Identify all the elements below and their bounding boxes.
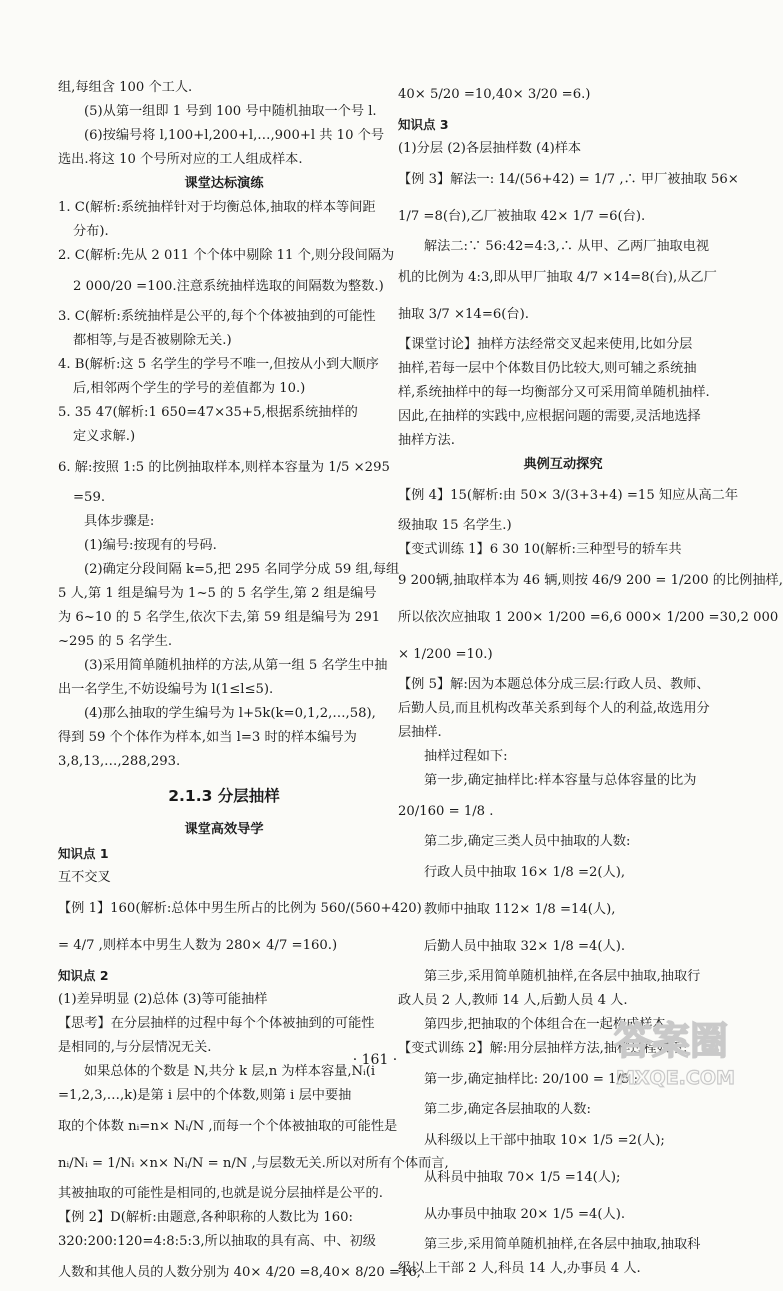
right-line: 解法二:∵ 56:42=4:3,∴ 从甲、乙两厂抽取电视	[424, 239, 710, 254]
watermark-logo-icon	[610, 1010, 738, 1092]
right-line: 级抽取 15 名学生.)	[398, 518, 512, 533]
right-line: 抽样过程如下:	[424, 749, 508, 764]
right-line: 所以依次应抽取 1 200× 1/200 =6,6 000× 1/200 =30,2 000	[398, 610, 779, 625]
left-line: 得到 59 个个体作为样本,如当 l=3 时的样本编号为	[58, 730, 357, 745]
left-line: 3,8,13,…,288,293.	[58, 754, 181, 769]
left-line: (3)采用简单随机抽样的方法,从第一组 5 名学生中抽	[84, 658, 388, 673]
right-line: 【变式训练 1】6 30 10(解析:三种型号的轿车共	[398, 542, 682, 557]
right-line: 从办事员中抽取 20× 1/5 =4(人).	[424, 1207, 626, 1222]
left-line: 5. 35 47(解析:1 650=47×35+5,根据系统抽样的	[58, 405, 358, 420]
left-line: 都相等,与是否被剔除无关.)	[73, 333, 232, 348]
right-column	[398, 76, 783, 1281]
left-line: 课堂达标演练	[184, 176, 264, 191]
right-line: 20/160 = 1/8 .	[398, 804, 494, 819]
right-line: 第二步,确定三类人员中抽取的人数:	[424, 834, 631, 849]
left-line: 6. 解:按照 1:5 的比例抽取样本,则样本容量为 1/5 ×295	[58, 460, 390, 475]
left-line: 2 000/20 =100.注意系统抽样选取的间隔数为整数.)	[73, 279, 384, 294]
svg-text:答案圈: 答案圈	[614, 1019, 729, 1063]
left-line: 4. B(解析:这 5 名学生的学号不唯一,但按从小到大顺序	[58, 357, 379, 372]
right-line: 机的比例为 4:3,即从甲厂抽取 4/7 ×14=8(台),从乙厂	[398, 270, 717, 285]
left-line: 定义求解.)	[73, 429, 136, 444]
left-line: 具体步骤是:	[84, 514, 155, 529]
right-line: 40× 5/20 =10,40× 3/20 =6.)	[398, 87, 591, 102]
right-line: 因此,在抽样的实践中,应根据问题的需要,灵活地选择	[398, 409, 701, 424]
right-line: 后勤人员,而且机构改革关系到每个人的利益,故选用分	[398, 701, 710, 716]
left-line: 分布).	[73, 224, 109, 239]
left-line: (6)按编号将 l,100+l,200+l,…,900+l 共 10 个号	[84, 128, 385, 143]
right-line: 1/7 =8(台),乙厂被抽取 42× 1/7 =6(台).	[398, 209, 646, 224]
right-line: 【变式训练 2】解:用分层抽样方法,抽样过程如下:	[398, 1041, 688, 1056]
left-line: = 4/7 ,则样本中男生人数为 280× 4/7 =160.)	[58, 938, 338, 953]
right-line: 【课堂讨论】抽样方法经常交叉起来使用,比如分层	[398, 337, 693, 352]
left-line: 320:200:120=4:8:5:3,所以抽取的具有高、中、初级	[58, 1234, 376, 1249]
left-line: 取的个体数 nᵢ=n× Nᵢ/N ,而每一个个体被抽取的可能性是	[58, 1119, 398, 1134]
left-line: 互不交叉	[58, 870, 111, 885]
right-line: 行政人员中抽取 16× 1/8 =2(人),	[424, 865, 626, 880]
left-line: nᵢ/Nᵢ = 1/Nᵢ ×n× Nᵢ/N = n/N ,与层数无关.所以对所有个体而言,	[58, 1156, 449, 1171]
left-line: =1,2,3,…,k)是第 i 层中的个体数,则第 i 层中要抽	[58, 1088, 352, 1103]
svg-text:MXQE.COM: MXQE.COM	[616, 1067, 735, 1089]
left-line: 2. C(解析:先从 2 011 个个体中剔除 11 个,则分段间隔为	[58, 248, 395, 263]
left-line: 3. C(解析:系统抽样是公平的,每个个体被抽到的可能性	[58, 309, 376, 324]
left-line: (1)编号:按现有的号码.	[84, 538, 217, 553]
left-line: 出一名学生,不妨设编号为 l(1≤l≤5).	[58, 682, 274, 697]
right-line: 层抽样.	[398, 725, 442, 740]
left-line: 1. C(解析:系统抽样针对于均衡总体,抽取的样本等间距	[58, 200, 376, 215]
left-line: 5 人,第 1 组是编号为 1~5 的 5 名学生,第 2 组是编号	[58, 586, 377, 601]
left-line: ~295 的 5 名学生.	[58, 634, 173, 649]
right-line: (1)分层 (2)各层抽样数 (4)样本	[398, 141, 582, 156]
left-line: 知识点 1	[58, 846, 109, 861]
right-line: 知识点 3	[398, 117, 449, 132]
right-line: 第三步,采用简单随机抽样,在各层中抽取,抽取行	[424, 969, 701, 984]
right-line: 第一步,确定抽样比:样本容量与总体容量的比为	[424, 773, 697, 788]
right-line: 样,系统抽样中的每一均衡部分又可采用简单随机抽样.	[398, 385, 710, 400]
left-line: 2.1.3 分层抽样	[168, 787, 280, 805]
left-line: (5)从第一组即 1 号到 100 号中随机抽取一个号 l.	[84, 104, 377, 119]
left-line: 后,相邻两个学生的学号的差值都为 10.)	[73, 381, 306, 396]
left-line: 组,每组含 100 个工人.	[58, 80, 193, 95]
right-line: 第四步,把抽取的个体组合在一起构成样本.	[424, 1017, 670, 1032]
right-line: 第三步,采用简单随机抽样,在各层中抽取,抽取科	[424, 1237, 701, 1252]
right-line: 后勤人员中抽取 32× 1/8 =4(人).	[424, 939, 626, 954]
right-line: 抽样方法.	[398, 433, 455, 448]
right-line: 【例 4】15(解析:由 50× 3/(3+3+4) =15 知应从高二年	[398, 488, 739, 503]
right-line: 第一步,确定抽样比: 20/100 = 1/5 ;	[424, 1072, 639, 1087]
left-line: 【例 1】160(解析:总体中男生所占的比例为 560/(560+420)	[58, 901, 422, 916]
left-line: 课堂高效导学	[184, 822, 264, 837]
right-line: 典例互动探究	[523, 457, 603, 472]
right-line: 【例 5】解:因为本题总体分成三层:行政人员、教师、	[398, 677, 710, 692]
left-line: (1)差异明显 (2)总体 (3)等可能抽样	[58, 992, 268, 1007]
right-line: 从科级以上干部中抽取 10× 1/5 =2(人);	[424, 1133, 665, 1148]
left-line: 【例 2】D(解析:由题意,各种职称的人数比为 160:	[58, 1210, 353, 1225]
page-number: · 161 ·	[352, 1052, 398, 1068]
right-line: 政人员 2 人,教师 14 人,后勤人员 4 人.	[398, 993, 628, 1008]
left-line: (4)那么抽取的学生编号为 l+5k(k=0,1,2,…,58),	[84, 706, 376, 721]
left-line: 选出.将这 10 个号所对应的工人组成样本.	[58, 152, 303, 167]
left-line: 如果总体的个数是 N,共分 k 层,n 为样本容量,Nᵢ(i	[84, 1064, 376, 1079]
left-line: (2)确定分段间隔 k=5,把 295 名同学分成 59 组,每组	[84, 562, 400, 577]
right-line: 抽取 3/7 ×14=6(台).	[398, 307, 529, 322]
right-line: 级以上干部 2 人,科员 14 人,办事员 4 人.	[398, 1261, 641, 1276]
right-line: × 1/200 =10.)	[398, 647, 493, 662]
right-line: 教师中抽取 112× 1/8 =14(人),	[424, 902, 616, 917]
left-line: 人数和其他人员的人数分别为 40× 4/20 =8,40× 8/20 =16,	[58, 1265, 421, 1280]
left-line: 其被抽取的可能性是相同的,也就是说分层抽样是公平的.	[58, 1186, 383, 1201]
right-line: 抽样,若每一层中个体数目仍比较大,则可辅之系统抽	[398, 361, 697, 376]
left-line: 知识点 2	[58, 968, 109, 983]
right-line: 【例 3】解法一: 14/(56+42) = 1/7 ,∴ 甲厂被抽取 56×	[398, 172, 739, 187]
left-line: 是相同的,与分层情况无关.	[58, 1040, 212, 1055]
left-line: 为 6~10 的 5 名学生,依次下去,第 59 组是编号为 291	[58, 610, 381, 625]
right-line: 9 200辆,抽取样本为 46 辆,则按 46/9 200 = 1/200 的比例抽样,	[398, 573, 783, 588]
left-line: =59.	[73, 490, 106, 505]
right-line: 第二步,确定各层抽取的人数:	[424, 1102, 591, 1117]
left-line: 【思考】在分层抽样的过程中每个个体被抽到的可能性	[58, 1016, 375, 1031]
right-line: 从科员中抽取 70× 1/5 =14(人);	[424, 1170, 621, 1185]
